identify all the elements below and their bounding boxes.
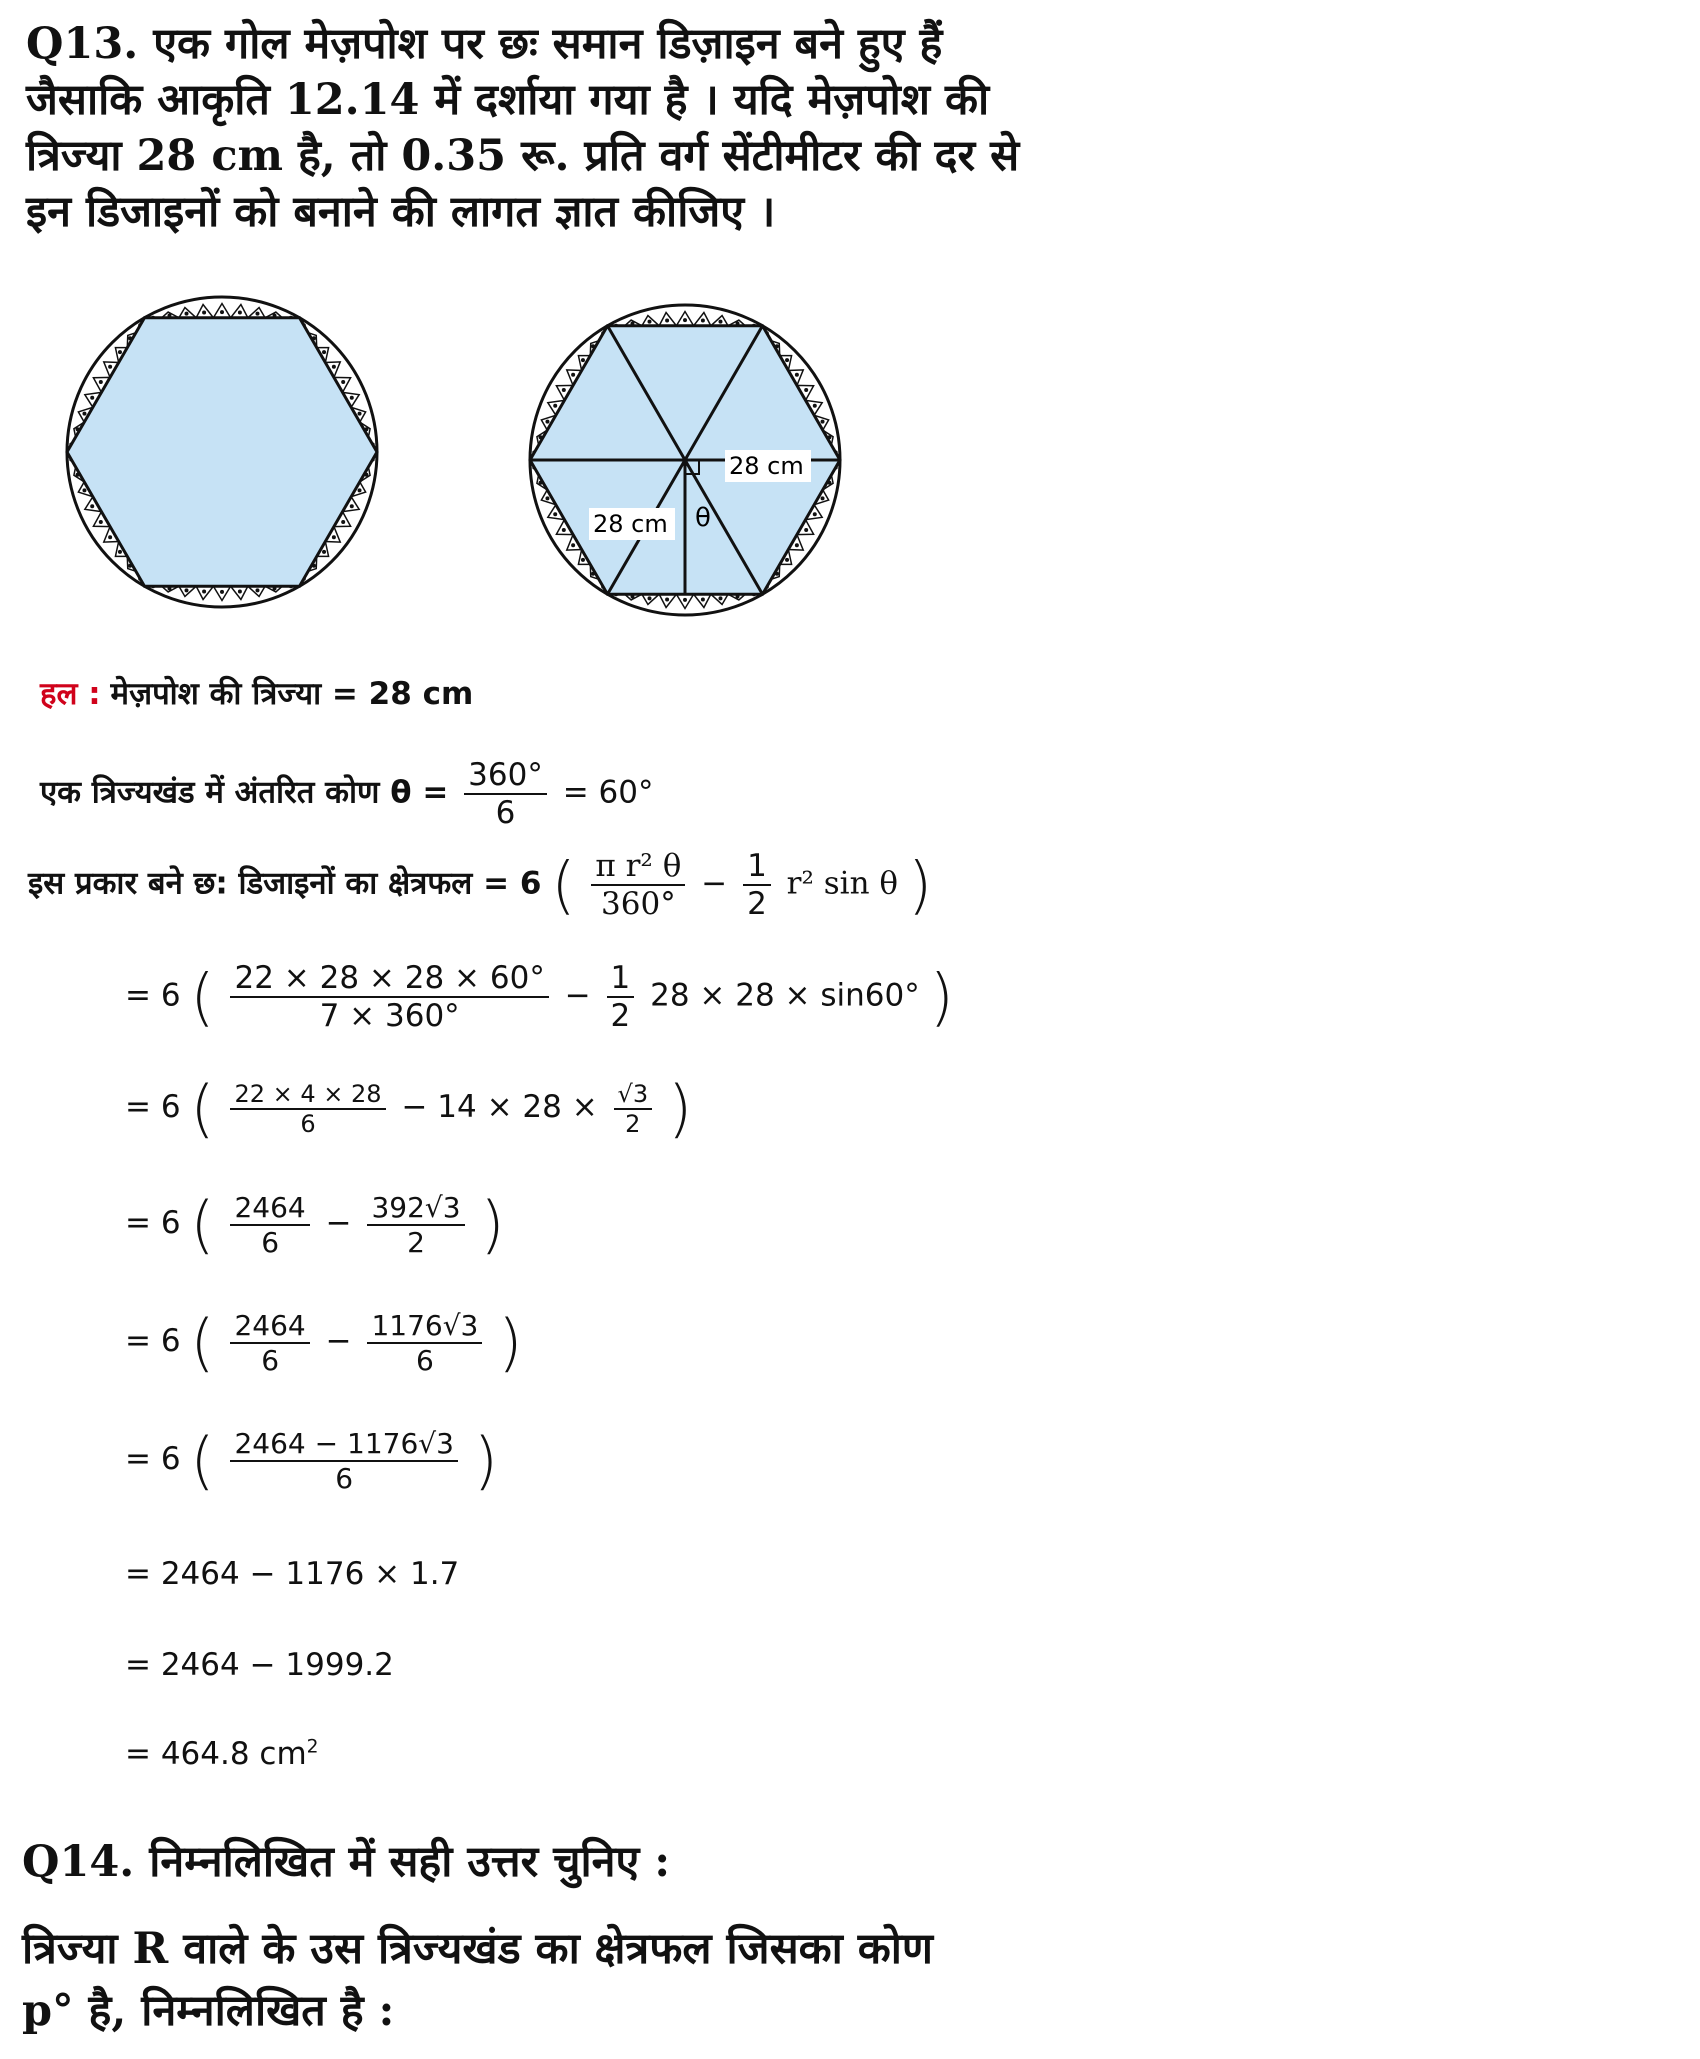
pattern-dot bbox=[202, 310, 206, 314]
pattern-dot bbox=[220, 590, 224, 594]
step-4: = 6 ( $\frac{2464}{6}$ − $\frac{1176√3}{6}$ ) bbox=[125, 1306, 523, 1379]
formula-minus: − bbox=[701, 865, 728, 902]
pattern-dot bbox=[718, 596, 722, 600]
pattern-dot bbox=[341, 380, 345, 384]
pattern-dot bbox=[701, 598, 705, 602]
pattern-dot bbox=[322, 550, 326, 554]
angle-fraction bbox=[464, 757, 547, 831]
step-7: = 2464 − 1999.2 bbox=[125, 1647, 394, 1683]
step-2-fraction bbox=[230, 1080, 385, 1138]
formula-tail: r² sin θ bbox=[786, 865, 899, 902]
solution-label: हल : bbox=[40, 676, 101, 712]
pattern-dot bbox=[562, 388, 566, 392]
pattern-dot bbox=[185, 312, 189, 316]
pattern-dot bbox=[99, 380, 103, 384]
final-area-unit-power: 2 bbox=[306, 1736, 319, 1758]
step-2-mid: − 14 × 28 × bbox=[401, 1089, 598, 1125]
pattern-dot bbox=[553, 404, 557, 408]
formula-fraction bbox=[591, 848, 685, 922]
pattern-dot bbox=[795, 373, 799, 377]
pattern-dot bbox=[804, 528, 808, 532]
pattern-dot bbox=[821, 420, 825, 424]
step-8 bbox=[125, 1736, 319, 1772]
step-1-den: 7 × 360° bbox=[319, 998, 460, 1034]
step-1: = 6 ( $\frac{22 \times 28 \times 28 \times 60^\circ}{7 \times 360^\circ}$ − $\frac{1}{2}$ 28 × 28 × sin60° ) bbox=[125, 960, 954, 1034]
q13-line-2: जैसाकि आकृति 12.14 में दर्शाया गया है । यदि मेज़पोश की bbox=[26, 75, 990, 125]
radius-label-2: 28 cm bbox=[593, 510, 668, 538]
solution-area-formula: इस प्रकार बने छ: डिजाइनों का क्षेत्रफल = 6 ( $\frac{\text{π r² θ}}{360^\circ}$ − $\frac{1}{2}$ r² sin θ ) bbox=[28, 848, 933, 922]
pattern-dot bbox=[683, 318, 687, 322]
step-6: = 2464 − 1176 × 1.7 bbox=[125, 1556, 460, 1592]
pattern-dot bbox=[701, 318, 705, 322]
pattern-dot bbox=[562, 528, 566, 532]
pattern-dot bbox=[553, 512, 557, 516]
pattern-dot bbox=[665, 318, 669, 322]
angle-prefix: एक त्रिज्यखंड में अंतरित कोण θ = bbox=[40, 774, 449, 811]
pattern-dot bbox=[90, 396, 94, 400]
pattern-dot bbox=[718, 320, 722, 324]
pattern-dot bbox=[82, 412, 86, 416]
pattern-dot bbox=[545, 420, 549, 424]
pattern-dot bbox=[350, 396, 354, 400]
pattern-dot bbox=[118, 350, 122, 354]
step-4-fraction-1: $\frac{2464}{6}$ bbox=[230, 1309, 309, 1377]
pattern-dot bbox=[322, 350, 326, 354]
pattern-dot bbox=[785, 558, 789, 562]
pattern-dot bbox=[821, 496, 825, 500]
step-4-fraction-2: $\frac{1176√3}{6}$ bbox=[367, 1309, 482, 1377]
figure-tablecover-hexagon bbox=[62, 292, 382, 612]
pattern-dot bbox=[358, 488, 362, 492]
radius-statement: मेज़पोश की त्रिज्या = 28 cm bbox=[110, 676, 474, 712]
angle-den: 6 bbox=[495, 795, 516, 831]
pattern-dot bbox=[255, 588, 259, 592]
radius-label-1: 28 cm bbox=[729, 452, 804, 480]
q13-line-4: इन डिजाइनों को बनाने की लागत ज्ञात कीजिए । bbox=[26, 187, 776, 237]
pattern-dot bbox=[90, 504, 94, 508]
step-1-prefix: = 6 bbox=[125, 977, 181, 1014]
pattern-dot bbox=[341, 520, 345, 524]
pattern-dot bbox=[545, 496, 549, 500]
pattern-dot bbox=[202, 590, 206, 594]
q14-line-1: त्रिज्या R वाले के उस त्रिज्यखंड का क्षेत्रफल जिसका कोण bbox=[22, 1924, 934, 1974]
step-3-fraction-1: $\frac{2464}{6}$ bbox=[230, 1191, 309, 1259]
question-13-text bbox=[26, 16, 1146, 240]
pattern-dot bbox=[665, 598, 669, 602]
pattern-dot bbox=[813, 404, 817, 408]
solution-angle bbox=[40, 757, 653, 831]
pattern-dot bbox=[648, 320, 652, 324]
pattern-dot bbox=[813, 512, 817, 516]
figure-tablecover-sectors bbox=[525, 300, 845, 620]
step-2-root: $\frac{√3}{2}$ bbox=[614, 1080, 653, 1138]
pattern-dot bbox=[220, 310, 224, 314]
pattern-dot bbox=[358, 412, 362, 416]
step-5: = 6 ( $\frac{2464 - 1176√3}{6}$ ) bbox=[125, 1424, 498, 1497]
pattern-dot bbox=[683, 598, 687, 602]
pattern-dot bbox=[648, 596, 652, 600]
angle-label: θ bbox=[695, 503, 711, 533]
pattern-dot bbox=[571, 373, 575, 377]
step-1-half: $\frac{1}{2}$ bbox=[607, 960, 635, 1034]
q13-line-1: Q13. एक गोल मेज़पोश पर छः समान डिज़ाइन बने हुए हैं bbox=[26, 19, 943, 69]
step-3: = 6 ( $\frac{2464}{6}$ − $\frac{392√3}{2}$ ) bbox=[125, 1188, 505, 1261]
pattern-dot bbox=[255, 312, 259, 316]
pattern-dot bbox=[185, 588, 189, 592]
formula-den: 360° bbox=[601, 886, 676, 922]
step-1-fraction bbox=[230, 960, 548, 1034]
q13-line-3: त्रिज्या 28 cm है, तो 0.35 रू. प्रति वर्ग सेंटीमीटर की दर से bbox=[26, 131, 1020, 181]
pattern-dot bbox=[804, 388, 808, 392]
pattern-dot bbox=[581, 558, 585, 562]
pattern-dot bbox=[332, 365, 336, 369]
pattern-dot bbox=[108, 365, 112, 369]
step-1-minus: − bbox=[564, 977, 591, 1014]
solution-radius bbox=[40, 672, 473, 714]
pattern-dot bbox=[238, 590, 242, 594]
pattern-dot bbox=[785, 358, 789, 362]
area-prefix: इस प्रकार बने छ: डिजाइनों का क्षेत्रफल = 6 bbox=[28, 865, 542, 902]
step-3-fraction-2: $\frac{392√3}{2}$ bbox=[367, 1191, 464, 1259]
step-5-fraction: $\frac{2464 - 1176√3}{6}$ bbox=[230, 1427, 457, 1495]
question-14-body bbox=[22, 1918, 1222, 2042]
half-den: 2 bbox=[747, 886, 767, 922]
angle-result: = 60° bbox=[562, 774, 654, 811]
pattern-dot bbox=[99, 520, 103, 524]
half-num: 1 bbox=[743, 848, 771, 886]
pattern-dot bbox=[332, 535, 336, 539]
pattern-dot bbox=[118, 550, 122, 554]
step-1-num: 22 × 28 × 28 × 60° bbox=[230, 960, 548, 998]
pattern-dot bbox=[571, 543, 575, 547]
formula-num: π r² θ bbox=[591, 848, 685, 886]
pattern-dot bbox=[108, 535, 112, 539]
pattern-dot bbox=[238, 310, 242, 314]
angle-num: 360° bbox=[464, 757, 547, 795]
pattern-dot bbox=[581, 358, 585, 362]
step-2: = 6 ( $\frac{22 \times 4 \times 28}{6}$ − 14 × 28 × $\frac{√3}{2}$ ) bbox=[125, 1072, 693, 1145]
question-14-title: Q14. निम्नलिखित में सही उत्तर चुनिए : bbox=[22, 1837, 671, 1887]
q14-line-2: p° है, निम्नलिखित है : bbox=[22, 1986, 395, 2036]
half-fraction bbox=[743, 848, 771, 922]
step-2-den: 6 bbox=[300, 1109, 316, 1138]
pattern-dot bbox=[82, 488, 86, 492]
step-2-num: 22 × 4 × 28 bbox=[230, 1080, 385, 1110]
pattern-dot bbox=[795, 543, 799, 547]
step-1-tail: 28 × 28 × sin60° bbox=[650, 977, 920, 1014]
final-area: = 464.8 cm bbox=[125, 1736, 307, 1772]
pattern-dot bbox=[350, 504, 354, 508]
